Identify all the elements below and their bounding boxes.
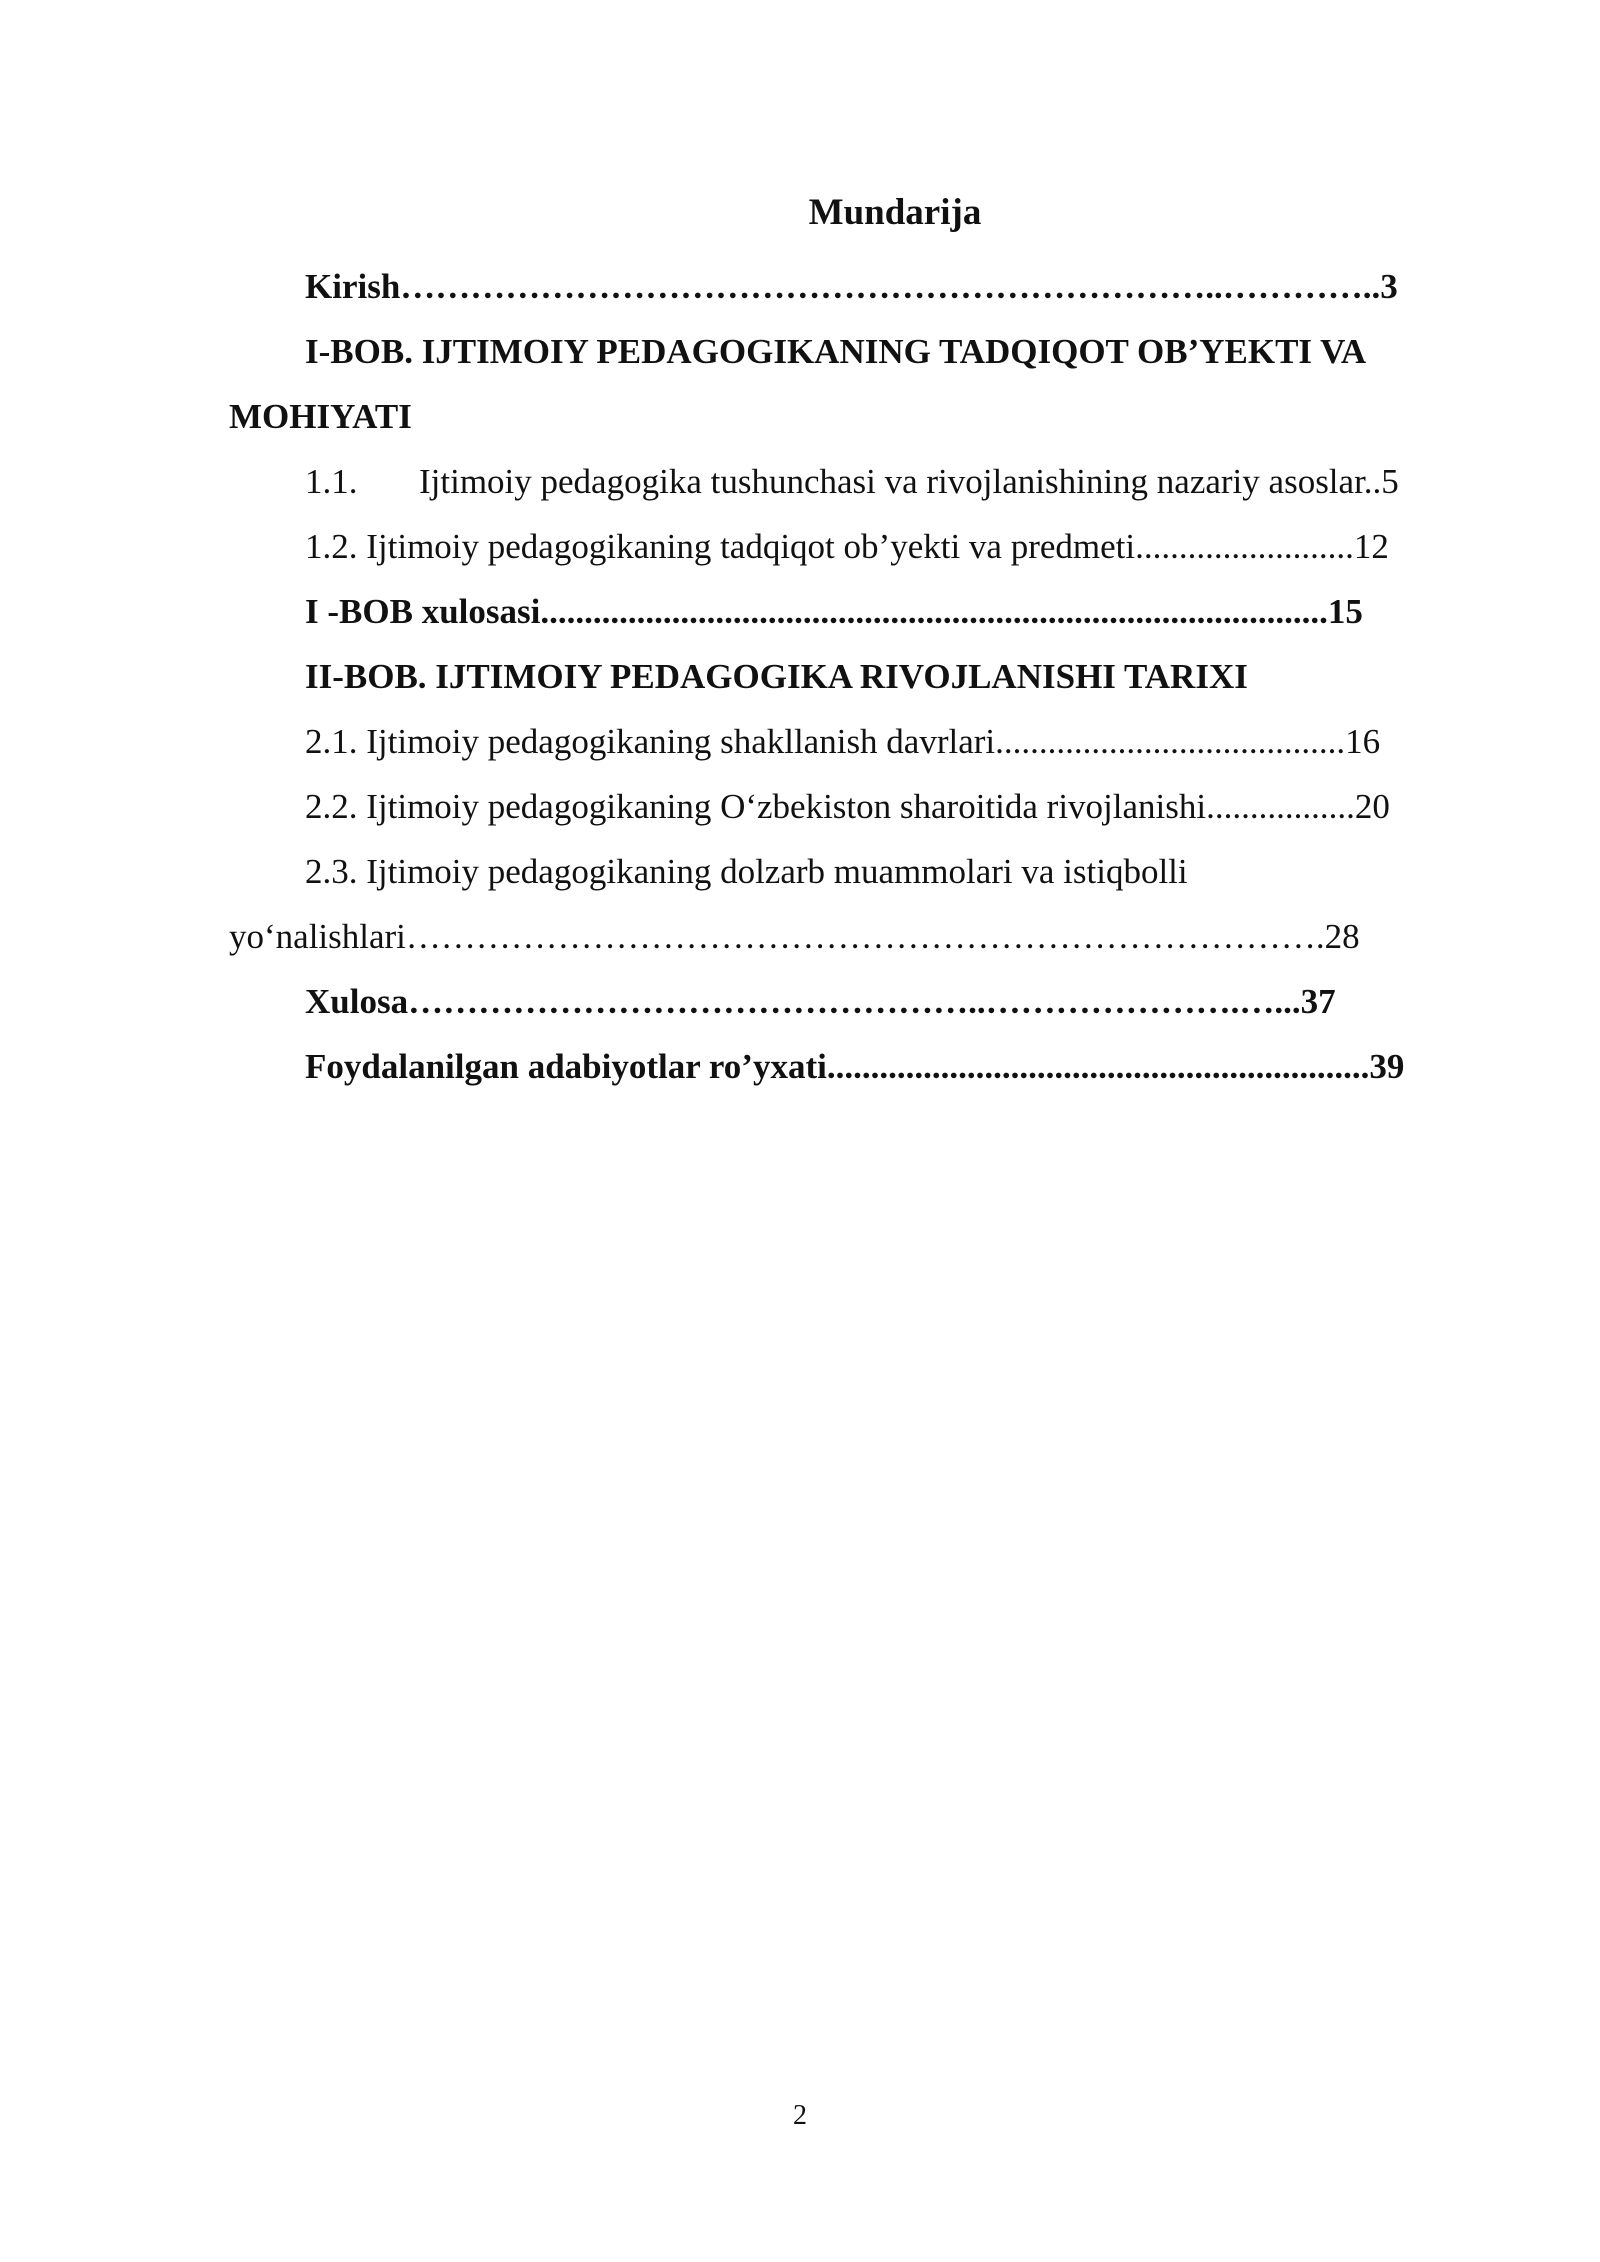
toc-entry-section-2-1: 2.1. Ijtimoiy pedagogikaning shakllanish davrlari........................................16 [305,722,1381,761]
toc-entry-xulosa: Xulosa…………………………………………..………………….…...37 [305,982,1336,1021]
toc-entry-section-1-1-number: 1.1. [305,462,358,501]
toc-entry-section-2-3: 2.3. Ijtimoiy pedagogikaning dolzarb muammolari va istiqbolli [305,852,1188,891]
toc-title: Mundarija [808,192,982,233]
toc-entry-section-2-2: 2.2. Ijtimoiy pedagogikaning O‘zbekiston sharoitida rivojlanishi.................20 [305,787,1390,826]
toc-entry-chapter-2-heading: II-BOB. IJTIMOIY PEDAGOGIKA RIVOJLANISHI TARIXI [305,657,1248,696]
toc-entry-chapter-1-heading: I-BOB. IJTIMOIY PEDAGOGIKANING TADQIQOT OB’YEKTI VA [305,332,1367,371]
toc-entry-section-1-1-text: Ijtimoiy pedagogika tushunchasi va rivojlanishining nazariy asoslar..5 [419,462,1399,501]
toc-entry-chapter-1-conclusion: I -BOB xulosasi..........................................................................................15 [305,592,1363,631]
toc-entry-section-2-3-continued: yo‘nalishlari…………………………………………………………………….28 [229,917,1360,956]
toc-entry-section-1-1 [229,449,1481,514]
toc-entry-references: Foydalanilgan adabiyotlar ro’yxati..............................................................39 [305,1047,1405,1086]
page-number: 2 [793,2100,807,2131]
toc-entry-kirish: Kirish……………………………………………………………..…………..3 [305,267,1398,306]
toc-entry-chapter-1-heading-continued: MOHIYATI [229,397,412,436]
table-of-contents [229,254,1481,1099]
toc-entry-section-1-2: 1.2. Ijtimoiy pedagogikaning tadqiqot ob’yekti va predmeti.........................12 [305,527,1389,566]
